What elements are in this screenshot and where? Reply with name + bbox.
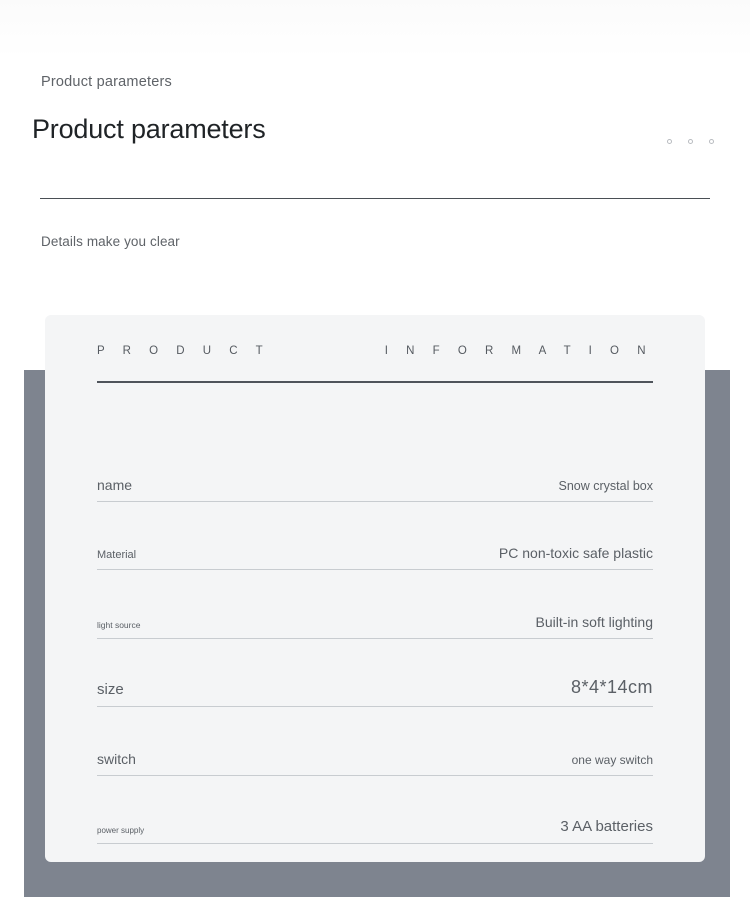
header-divider [40, 198, 710, 199]
breadcrumb: Product parameters [41, 74, 172, 90]
spec-label: switch [97, 750, 136, 767]
dot-icon [688, 139, 693, 144]
page-title: Product parameters [32, 114, 266, 144]
spec-value: PC non-toxic safe plastic [498, 545, 653, 561]
card-heading [97, 345, 653, 357]
card-heading-right: I N F O R M A T I O N [384, 345, 653, 357]
dot-icon [709, 139, 714, 144]
table-row [97, 502, 653, 571]
card-heading-left: P R O D U C T [97, 345, 271, 357]
table-row [97, 639, 653, 708]
more-options-dots[interactable] [667, 139, 714, 144]
spec-table [97, 433, 653, 844]
spec-label: name [97, 476, 133, 493]
product-info-card [45, 315, 705, 862]
spec-value: 8*4*14cm [570, 677, 653, 697]
table-row [97, 570, 653, 639]
spec-value: 3 AA batteries [560, 818, 653, 835]
spec-value: Built-in soft lighting [535, 613, 653, 630]
spec-label: size [97, 681, 124, 698]
spec-value: Snow crystal box [558, 478, 653, 493]
spec-label: light source [97, 619, 141, 630]
top-decorative-wash [0, 0, 750, 58]
table-row [97, 433, 653, 502]
card-heading-divider [97, 381, 653, 383]
spec-value: one way switch [571, 752, 653, 767]
table-row [97, 707, 653, 776]
table-row [97, 776, 653, 845]
section-subtitle: Details make you clear [41, 234, 180, 249]
spec-label: power supply [97, 826, 145, 835]
dot-icon [667, 139, 672, 144]
spec-label: Material [97, 549, 137, 561]
